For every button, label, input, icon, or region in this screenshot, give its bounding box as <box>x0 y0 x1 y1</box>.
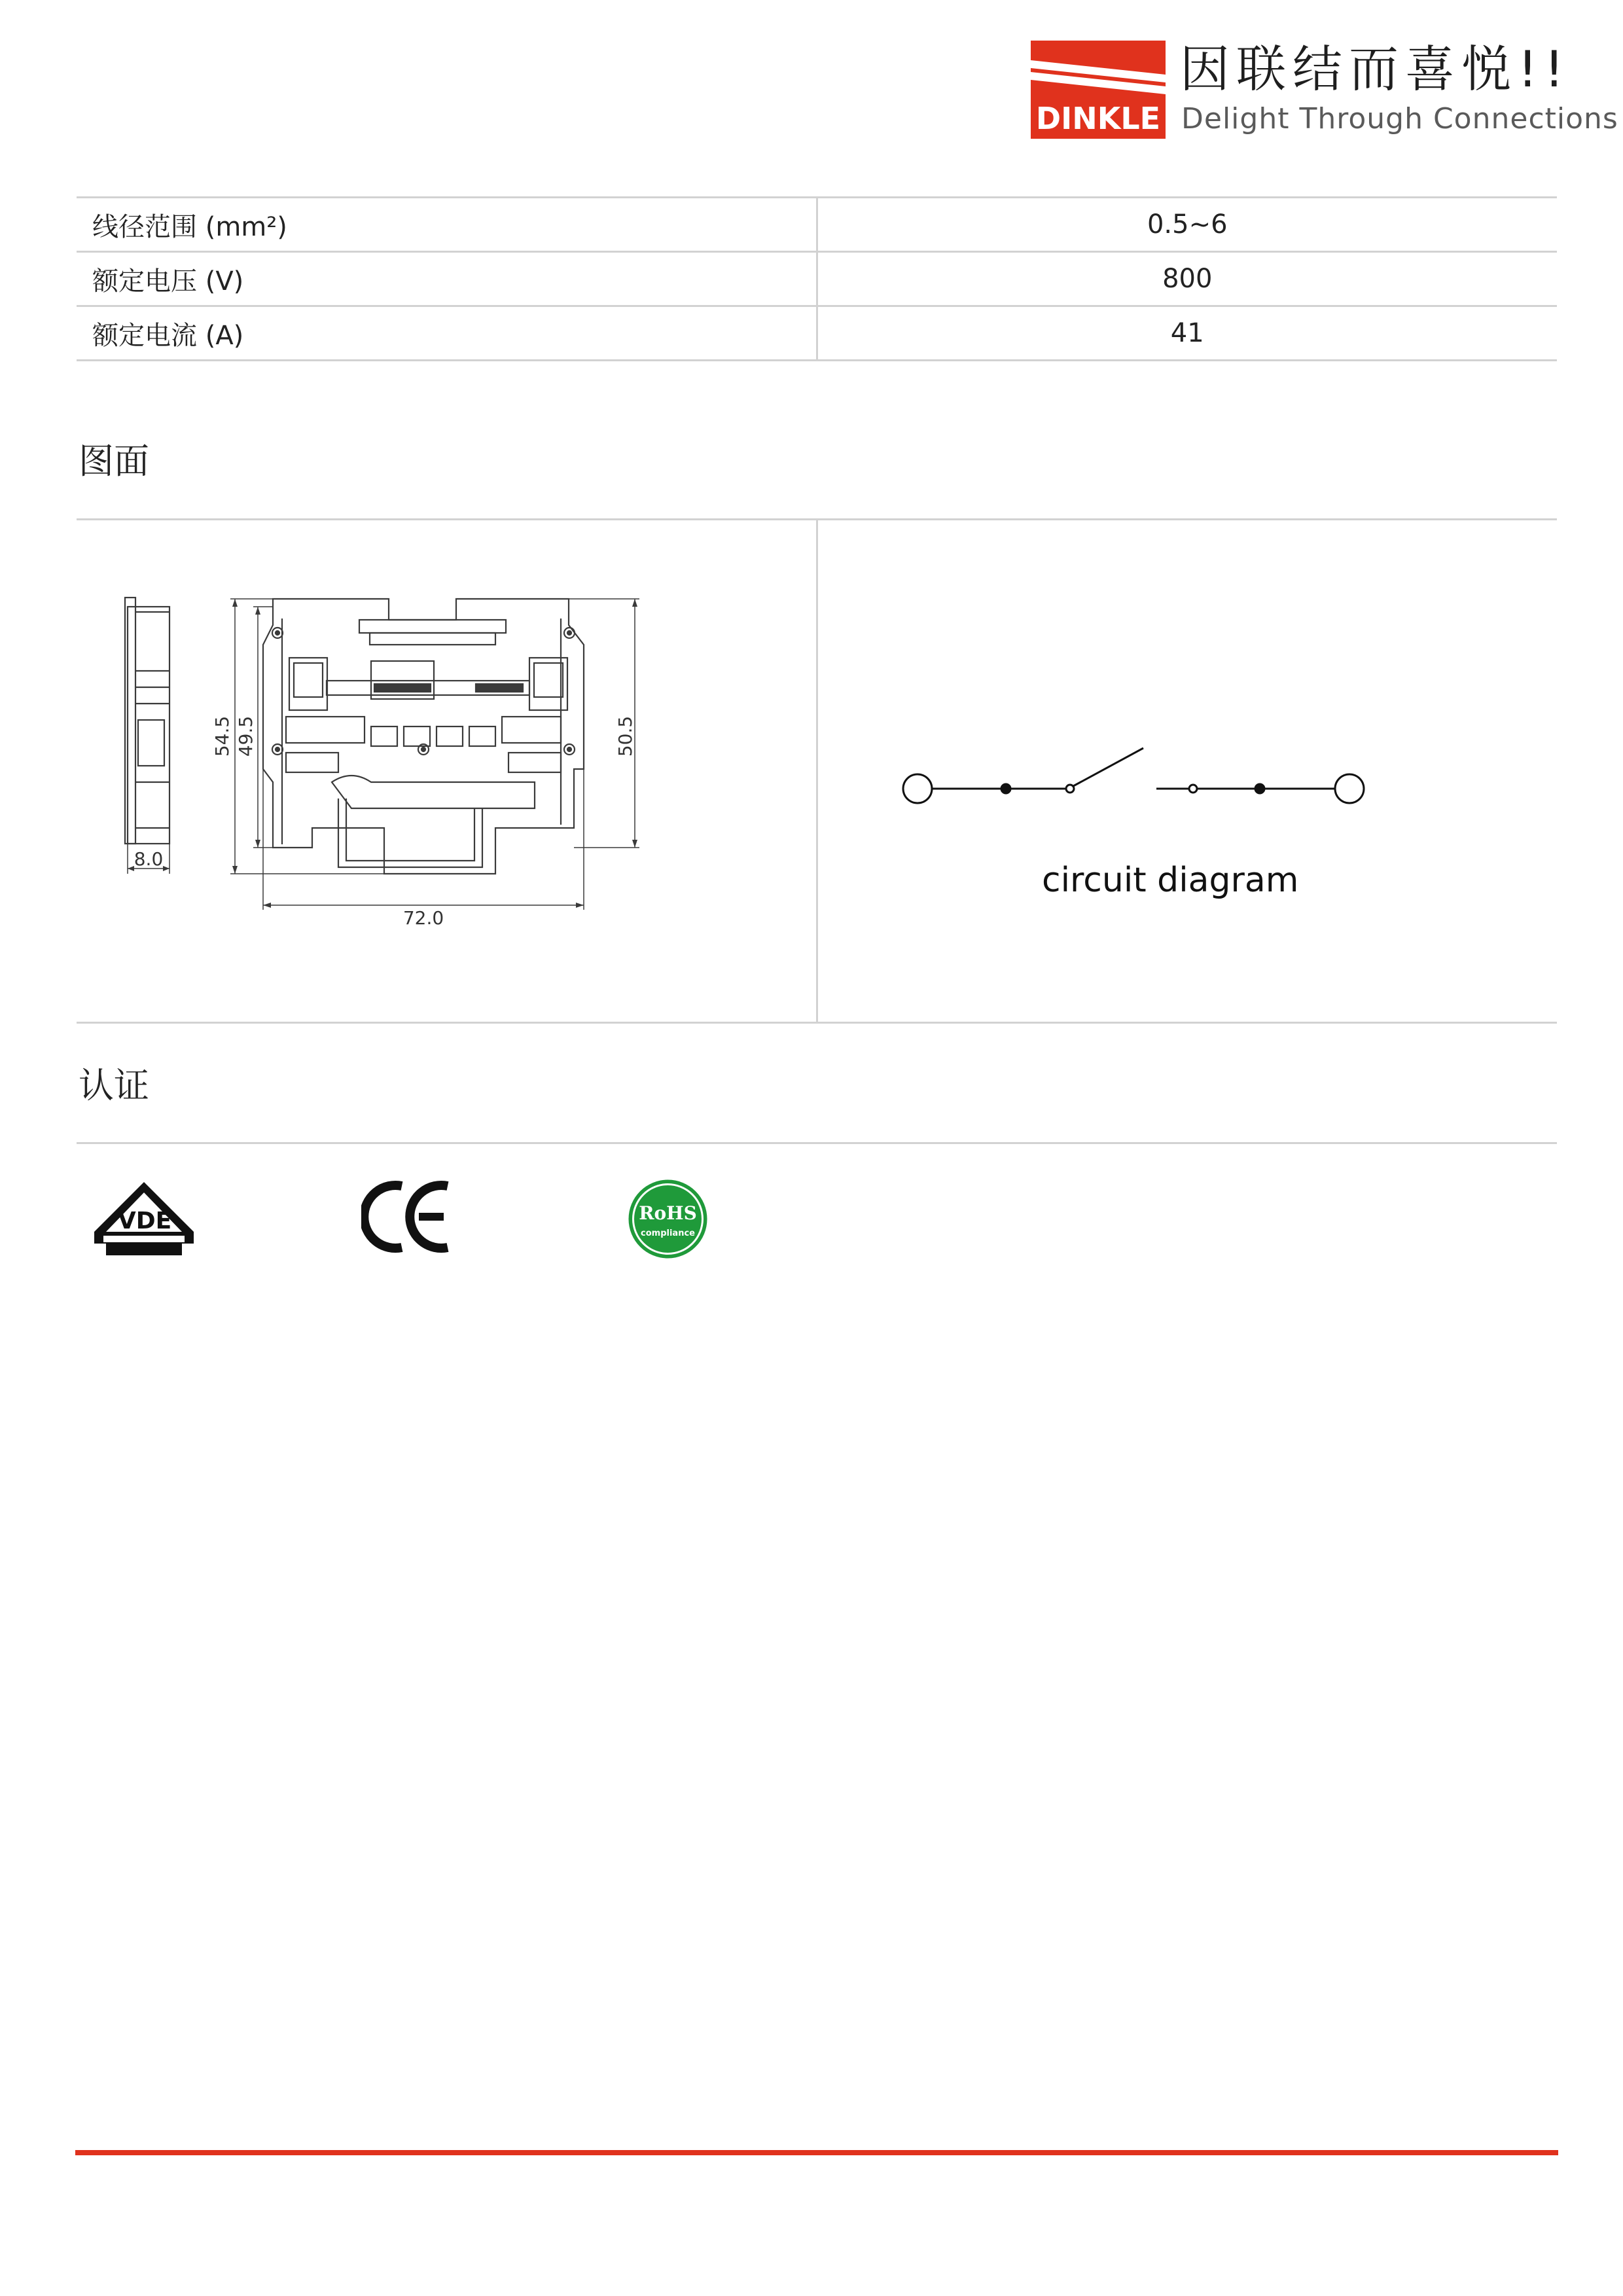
section-divider <box>77 1142 1557 1144</box>
switch-contact-icon <box>1066 785 1074 793</box>
ce-mark-icon <box>361 1178 453 1255</box>
rohs-logo-subtext: compliance <box>641 1229 695 1238</box>
circuit-diagram <box>895 723 1484 821</box>
dim-length: 72.0 <box>402 907 444 929</box>
rohs-icon <box>627 1178 709 1260</box>
dim-height-right: 50.5 <box>615 715 636 757</box>
vde-icon <box>90 1178 198 1260</box>
dinkle-logo-icon <box>1031 41 1166 139</box>
drawing-section-title: 图面 <box>79 440 149 482</box>
spec-label: 额定电压 (V) <box>77 252 817 306</box>
spec-label: 额定电流 (A) <box>77 306 817 361</box>
node-dot-icon <box>1001 784 1010 793</box>
footer-accent-line <box>75 2150 1558 2155</box>
certification-section-title: 认证 <box>79 1065 149 1106</box>
spec-table <box>77 196 1557 361</box>
node-dot-icon <box>1255 784 1264 793</box>
spec-label: 线径范围 (mm²) <box>77 198 817 252</box>
front-view <box>263 599 584 874</box>
panel-divider <box>816 520 818 1022</box>
slogan-english: Delight Through Connections <box>1181 102 1618 135</box>
terminal-left-icon <box>903 774 932 803</box>
table-row <box>77 252 1557 306</box>
switch-blade-icon <box>1073 748 1143 786</box>
circuit-diagram-label: circuit diagram <box>1042 861 1299 900</box>
rohs-logo-text: RoHS <box>639 1202 697 1224</box>
dim-side-width: 8.0 <box>134 848 164 870</box>
brand-logo <box>1031 40 1618 139</box>
dim-height-total: 54.5 <box>211 715 233 757</box>
dim-height-inner: 49.5 <box>235 715 257 757</box>
side-view <box>125 598 169 874</box>
terminal-right-icon <box>1335 774 1364 803</box>
switch-contact-icon <box>1189 785 1197 793</box>
vde-logo-text: VDE <box>117 1208 172 1234</box>
spec-value: 800 <box>817 252 1557 306</box>
slogan-chinese: 因联结而喜悦!! <box>1180 40 1571 98</box>
drawing-panel <box>77 518 1557 1024</box>
dimension-drawing <box>116 573 783 939</box>
table-row <box>77 306 1557 361</box>
dimension-lines <box>230 599 639 910</box>
table-row <box>77 198 1557 252</box>
spec-value: 41 <box>817 306 1557 361</box>
spec-value: 0.5~6 <box>817 198 1557 252</box>
logo-wordmark: DINKLE <box>1035 101 1161 136</box>
